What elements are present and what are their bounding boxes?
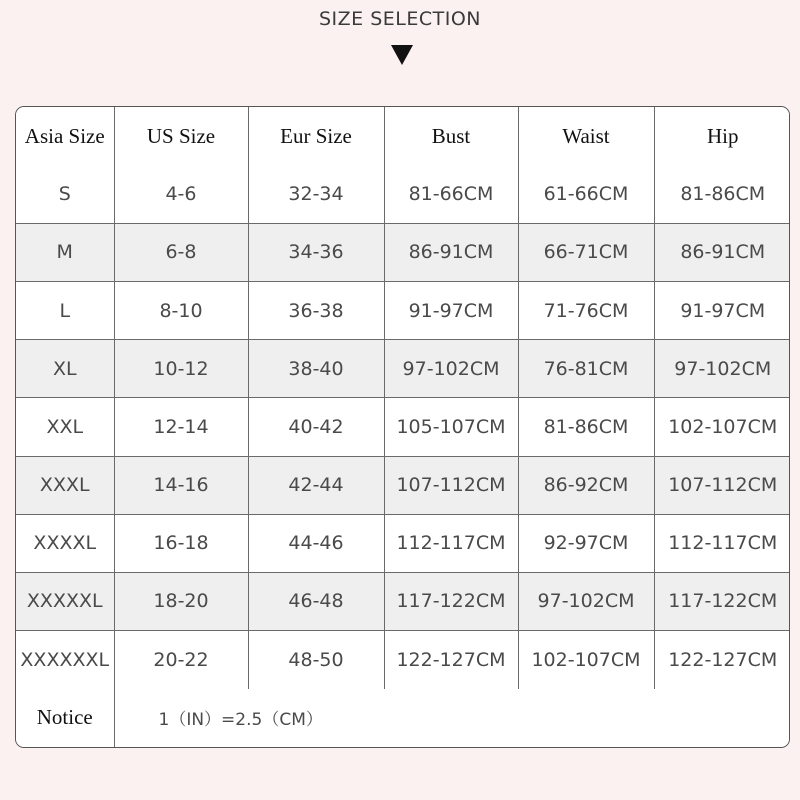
asia-size-cell: M [16, 223, 114, 281]
bust-cell: 86-91CM [384, 223, 518, 281]
bust-cell: 91-97CM [384, 282, 518, 340]
header-us-size: US Size [114, 107, 248, 165]
us-size-cell: 4-6 [114, 165, 248, 223]
table-row [16, 398, 790, 456]
header-waist: Waist [518, 107, 654, 165]
us-size-cell: 18-20 [114, 572, 248, 630]
eur-size-cell: 48-50 [248, 631, 384, 689]
hip-cell: 122-127CM [654, 631, 790, 689]
asia-size-cell: XXXXXL [16, 572, 114, 630]
asia-size-cell: L [16, 282, 114, 340]
bust-cell: 112-117CM [384, 514, 518, 572]
waist-cell: 97-102CM [518, 572, 654, 630]
table-row [16, 282, 790, 340]
eur-size-cell: 46-48 [248, 572, 384, 630]
hip-cell: 91-97CM [654, 282, 790, 340]
notice-label: Notice [16, 689, 114, 747]
eur-size-cell: 34-36 [248, 223, 384, 281]
bust-cell: 122-127CM [384, 631, 518, 689]
asia-size-cell: XXXL [16, 456, 114, 514]
us-size-cell: 10-12 [114, 340, 248, 398]
us-size-cell: 20-22 [114, 631, 248, 689]
table-row [16, 340, 790, 398]
header-hip: Hip [654, 107, 790, 165]
us-size-cell: 6-8 [114, 223, 248, 281]
bust-cell: 107-112CM [384, 456, 518, 514]
eur-size-cell: 44-46 [248, 514, 384, 572]
table-row [16, 514, 790, 572]
bust-cell: 97-102CM [384, 340, 518, 398]
bust-cell: 117-122CM [384, 572, 518, 630]
bust-cell: 105-107CM [384, 398, 518, 456]
hip-cell: 81-86CM [654, 165, 790, 223]
size-table [16, 107, 790, 747]
waist-cell: 81-86CM [518, 398, 654, 456]
waist-cell: 71-76CM [518, 282, 654, 340]
header-eur-size: Eur Size [248, 107, 384, 165]
asia-size-cell: S [16, 165, 114, 223]
eur-size-cell: 36-38 [248, 282, 384, 340]
table-row [16, 631, 790, 689]
notice-row [16, 689, 790, 747]
us-size-cell: 14-16 [114, 456, 248, 514]
table-row [16, 165, 790, 223]
eur-size-cell: 32-34 [248, 165, 384, 223]
hip-cell: 102-107CM [654, 398, 790, 456]
hip-cell: 112-117CM [654, 514, 790, 572]
waist-cell: 61-66CM [518, 165, 654, 223]
size-table-container [15, 106, 790, 748]
bust-cell: 81-66CM [384, 165, 518, 223]
hip-cell: 117-122CM [654, 572, 790, 630]
asia-size-cell: XXL [16, 398, 114, 456]
hip-cell: 107-112CM [654, 456, 790, 514]
eur-size-cell: 38-40 [248, 340, 384, 398]
table-row [16, 456, 790, 514]
asia-size-cell: XXXXL [16, 514, 114, 572]
page-title: SIZE SELECTION [318, 8, 482, 30]
waist-cell: 76-81CM [518, 340, 654, 398]
table-row [16, 223, 790, 281]
waist-cell: 66-71CM [518, 223, 654, 281]
eur-size-cell: 40-42 [248, 398, 384, 456]
header-bust: Bust [384, 107, 518, 165]
table-header-row [16, 107, 790, 165]
us-size-cell: 8-10 [114, 282, 248, 340]
waist-cell: 92-97CM [518, 514, 654, 572]
hip-cell: 97-102CM [654, 340, 790, 398]
hip-cell: 86-91CM [654, 223, 790, 281]
notice-text: 1（IN）=2.5（CM） [114, 689, 790, 747]
eur-size-cell: 42-44 [248, 456, 384, 514]
header-asia-size: Asia Size [16, 107, 114, 165]
table-row [16, 572, 790, 630]
down-arrow-icon [390, 44, 414, 66]
us-size-cell: 12-14 [114, 398, 248, 456]
us-size-cell: 16-18 [114, 514, 248, 572]
asia-size-cell: XXXXXXL [16, 631, 114, 689]
waist-cell: 86-92CM [518, 456, 654, 514]
asia-size-cell: XL [16, 340, 114, 398]
waist-cell: 102-107CM [518, 631, 654, 689]
